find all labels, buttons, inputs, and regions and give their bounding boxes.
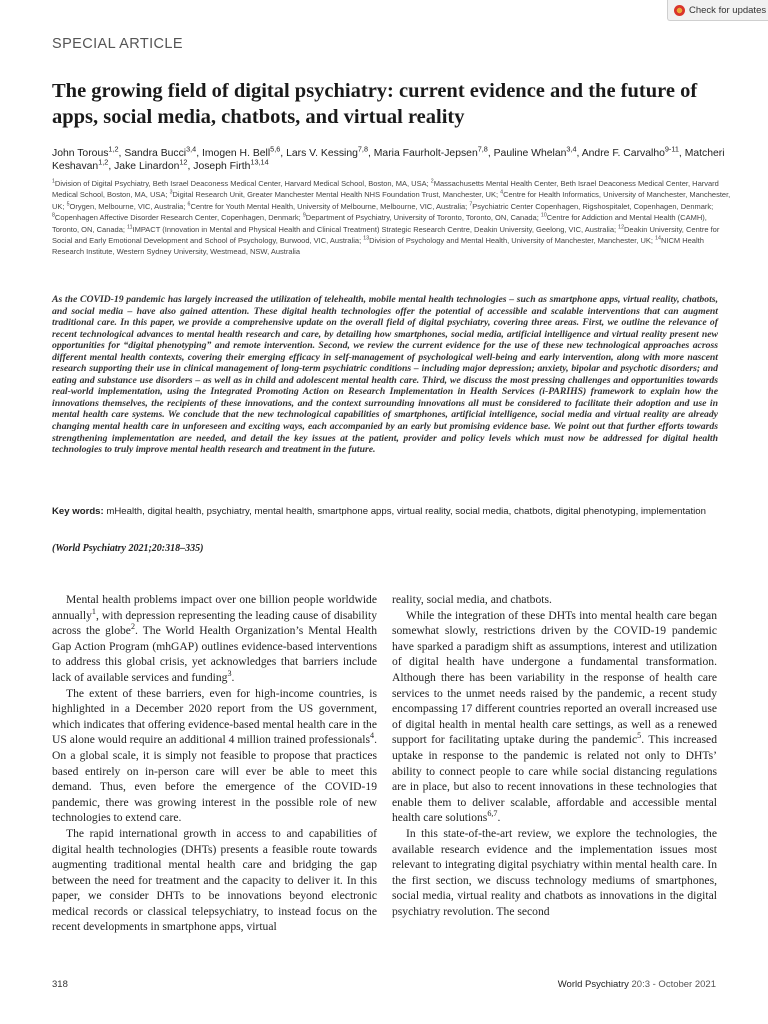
citation-ref: 2 [130, 622, 135, 632]
body-paragraph [392, 592, 717, 608]
author-affiliation-ref: 3,4 [186, 144, 197, 154]
author-name: Matcheri Keshavan [52, 148, 725, 172]
affiliation-number: 7 [469, 201, 473, 208]
affiliation-text: Department of Psychiatry, University of Toronto, Toronto, ON, Canada; [305, 213, 539, 223]
author-name: Jake Linardon [114, 161, 180, 172]
paragraph-text: . The World Health Organization’s Mental Health Gap Action Program (mhGAP) outlines evidence-based interventions to address this global crisis, yet acknowledges that barriers include lack of available services and funding [52, 624, 377, 684]
affiliation-number: 3 [169, 189, 173, 196]
crossmark-icon [674, 5, 685, 16]
affiliations [52, 178, 732, 258]
body-paragraph [52, 686, 377, 826]
paragraph-text: . This increased uptake in response to the pandemic is related not only to DHTs’ ability to connect people to care while social distancing regulations are in place, but also to recent innovations in these technologies that enable them to deliver scalable, affordable and accessible mental health care solutions [392, 733, 717, 825]
author-affiliation-ref: 5,6 [270, 144, 281, 154]
body-column-right [392, 592, 717, 919]
paragraph-text: The rapid international growth in access to and capabilities of digital health technologies (DHTs) presents a feasible route towards augmenting traditional mental health care and bridging the gap between the need for treatment and the capacity to deliver it. In this paper, we consider DHTs to be innovations beyond electronic medical records or classical telepsychiatry, to instead focus on the recent developments in smartphone apps, virtual [52, 826, 377, 934]
author-affiliation-ref: 7,8 [477, 144, 488, 154]
affiliation-number: 2 [430, 178, 434, 185]
article-title: The growing field of digital psychiatry: current evidence and the future of apps, social media, chatbots, and virtual reality [52, 80, 698, 128]
affiliation-text: Digital Research Unit, Greater Manchester Mental Health NHS Foundation Trust, Manchester, UK; [172, 190, 499, 200]
affiliation-number: 11 [127, 224, 133, 231]
abstract: As the COVID-19 pandemic has largely increased the utilization of telehealth, mobile mental health technologies – such as smartphone apps, virtual reality, chatbots, and social media – have also gained attention. These digital health technologies offer the potential of accessible and scalable interventions that can augment traditional care. In this paper, we provide a comprehensive update on the overall field of digital psychiatry, covering three areas. First, we outline the relevance of recent technological advances to mental health research and care, by detailing how smartphones, social media, artificial intelligence and virtual reality present new opportunities for “digital phenotyping” and remote intervention. Second, we review the current evidence for the use of these new technological approaches across different mental health contexts, covering their emerging efficacy in self-management of psychological well-being and early intervention, along with more nascent research supporting their use in clinical management of long-term psychiatric conditions – including major depression; anxiety, bipolar and psychotic disorders; and eating and substance use disorders – as well as in child and adolescent mental health care. Third, we discuss the most pressing challenges and opportunities towards real-world implementation, using the Integrated Promoting Action on Research Implementation in Health Services (i-PARIHS) framework to explain how the innovations themselves, the recipients of these innovations, and the context surrounding innovations all must be considered to facilitate their adoption and use in mental health care systems. We conclude that the new technological capabilities of smartphones, artificial intelligence, social media and virtual reality are already changing mental health care in unforeseen and exciting ways, each accompanied by an early but promising evidence base. We point out that further efforts towards strengthening implementation are needed, and detail the key issues at the patient, provider and policy levels which must now be addressed for digital health technologies to truly improve mental health research and treatment in the future. [52, 294, 718, 456]
affiliation-number: 12 [618, 224, 625, 231]
paragraph-text: . [497, 811, 501, 825]
keywords-label: Key words: [52, 506, 104, 517]
citation: (World Psychiatry 2021;20:318–335) [52, 543, 204, 554]
keywords-text: mHealth, digital health, psychiatry, mental health, smartphone apps, virtual reality, social media, chatbots, digital phenotyping, implementation [106, 506, 706, 517]
journal-issue: 20:3 - October 2021 [631, 979, 716, 990]
affiliation-text: Centre for Addiction and Mental Health (CAMH), Toronto, ON, Canada; [52, 213, 707, 234]
affiliation-number: 10 [540, 212, 547, 219]
paragraph-text: . On a global scale, it is simply not feasible to propose that practices based entirely on in-person care will ever be able to meet this demand. Thus, even before the emergence of the COVID-19 pandemic, there was growing interest in the possible role of new technologies to extend care. [52, 733, 377, 825]
author-list: John Torous$^{1,2}$, Sandra Bucci$^{3,4}$, Imogen H. Bell$^{5,6}$, Lars V. Kessing$^{7,8}$, Maria Faurholt-Jepsen$^{7,8}$, Pauline Whelan$^{3,4}$, Andre F. Carvalho$^{9-11}$, Matcheri Keshavan$^{1,2}$, Jake Linardon$^{12}$, Joseph Firth$^{13,14}$ [52, 144, 725, 172]
paragraph-text: The extent of these barriers, even for high-income countries, is highlighted in a December 2020 report from the US government, which indicates that offering evidence-based mental health care in the US alone would require an additional 4 million trained professionals [52, 686, 377, 747]
journal-name: World Psychiatry [557, 979, 629, 990]
paragraph-text: , with depression representing the leading cause of disability across the globe [52, 608, 377, 638]
page-number: 318 [52, 979, 68, 990]
affiliation-text: NICM Health Research Institute, Western Sydney University, Westmead, NSW, Australia [52, 236, 704, 257]
author-affiliation-ref: 9-11 [664, 144, 679, 154]
author-affiliation-ref: 3,4 [566, 144, 577, 154]
author-affiliation-ref: 13,14 [250, 157, 269, 167]
affiliation-text: Massachusetts Mental Health Center, Beth Israel Deaconess Medical Center, Harvard Medical School, Boston, MA, USA; [52, 179, 719, 200]
citation-ref: 5 [637, 731, 642, 741]
affiliation-number: 14 [655, 235, 661, 242]
body-paragraph [52, 826, 377, 935]
citation-ref: 1 [91, 606, 96, 616]
affiliation-number: 4 [500, 189, 504, 196]
check-for-updates-badge[interactable] [667, 0, 768, 21]
affiliation-number: 1 [52, 178, 55, 185]
paragraph-text: Mental health problems impact over one billion people worldwide annually [52, 593, 377, 622]
keywords [52, 506, 718, 519]
citation-ref: 3 [227, 669, 232, 679]
author-name: Imogen H. Bell [202, 148, 271, 159]
body-paragraph [392, 608, 717, 826]
check-for-updates-label: Check for updates [689, 4, 767, 16]
affiliation-number: 5 [66, 201, 70, 208]
paragraph-text: . [231, 670, 235, 684]
affiliation-text: Division of Digital Psychiatry, Beth Israel Deaconess Medical Center, Harvard Medical School, Boston, MA, USA; [54, 179, 429, 188]
affiliation-number: 8 [52, 212, 55, 219]
body-paragraph [52, 592, 377, 686]
citation-ref: 4 [370, 731, 375, 741]
affiliation-text: Centre for Health Informatics, University of Manchester, Manchester, UK; [52, 190, 731, 211]
author-affiliation-ref: 7,8 [357, 144, 368, 154]
affiliation-number: 9 [302, 212, 306, 219]
author-name: Pauline Whelan [493, 148, 567, 159]
author-affiliation-ref: 1,2 [98, 157, 109, 167]
paragraph-text: While the integration of these DHTs into mental health care began somewhat slowly, restrictions driven by the COVID-19 pandemic have sparked a paradigm shift as assumptions, interest and utilization of digital health have undergone a fundamental transformation. Although there has been variability in the response of health care services to the unmet needs raised by the pandemic, a recent study encompassing 17 different countries reported an overall increased use of digital health in mental health care settings, as well as a renewed support for facilitating uptake during the pandemic [392, 608, 717, 747]
body-paragraph [392, 826, 717, 920]
affiliation-text: Orygen, Melbourne, VIC, Australia; [69, 201, 186, 211]
author-name: Lars V. Kessing [286, 148, 358, 159]
author-name: John Torous [52, 148, 109, 159]
author-affiliation-ref: 1,2 [108, 144, 119, 154]
body-column-left [52, 592, 377, 935]
paragraph-text: reality, social media, and chatbots. [392, 593, 552, 606]
author-name: Sandra Bucci [124, 148, 187, 159]
affiliation-text: Psychiatric Center Copenhagen, Rigshospitalet, Copenhagen, Denmark; [472, 201, 714, 211]
author-affiliation-ref: 12 [179, 157, 188, 167]
journal-footer [558, 979, 716, 990]
citation-ref: 6,7 [487, 809, 498, 819]
affiliation-text: Centre for Youth Mental Health, University of Melbourne, Melbourne, VIC, Australia; [190, 201, 468, 211]
section-label: SPECIAL ARTICLE [52, 36, 183, 52]
affiliation-text: Deakin University, Centre for Social and Early Emotional Development and School of Psychology, Burwood, VIC, Australia; [52, 224, 720, 246]
author-name: Joseph Firth [193, 161, 251, 172]
affiliation-text: Copenhagen Affective Disorder Research Center, Copenhagen, Denmark; [54, 213, 301, 223]
affiliation-text: Division of Psychology and Mental Health, University of Manchester, Manchester, UK; [369, 236, 654, 246]
affiliation-number: 13 [363, 235, 370, 242]
paragraph-text: In this state-of-the-art review, we explore the technologies, the available research evidence and the implementation issues most relevant to integrating digital psychiatry within mental health care. In the first section, we discuss technology mediums of smartphones, social media, virtual reality and chatbots as innovations in the digital psychiatry revolution. The second [392, 826, 717, 918]
author-name: Andre F. Carvalho [581, 148, 665, 159]
affiliation-number: 6 [187, 201, 191, 208]
affiliation-text: IMPACT (Innovation in Mental and Physical Health and Clinical Treatment) Strategic Research Centre, Deakin University, Geelong, VIC, Australia; [132, 224, 617, 234]
author-name: Maria Faurholt-Jepsen [373, 148, 478, 159]
